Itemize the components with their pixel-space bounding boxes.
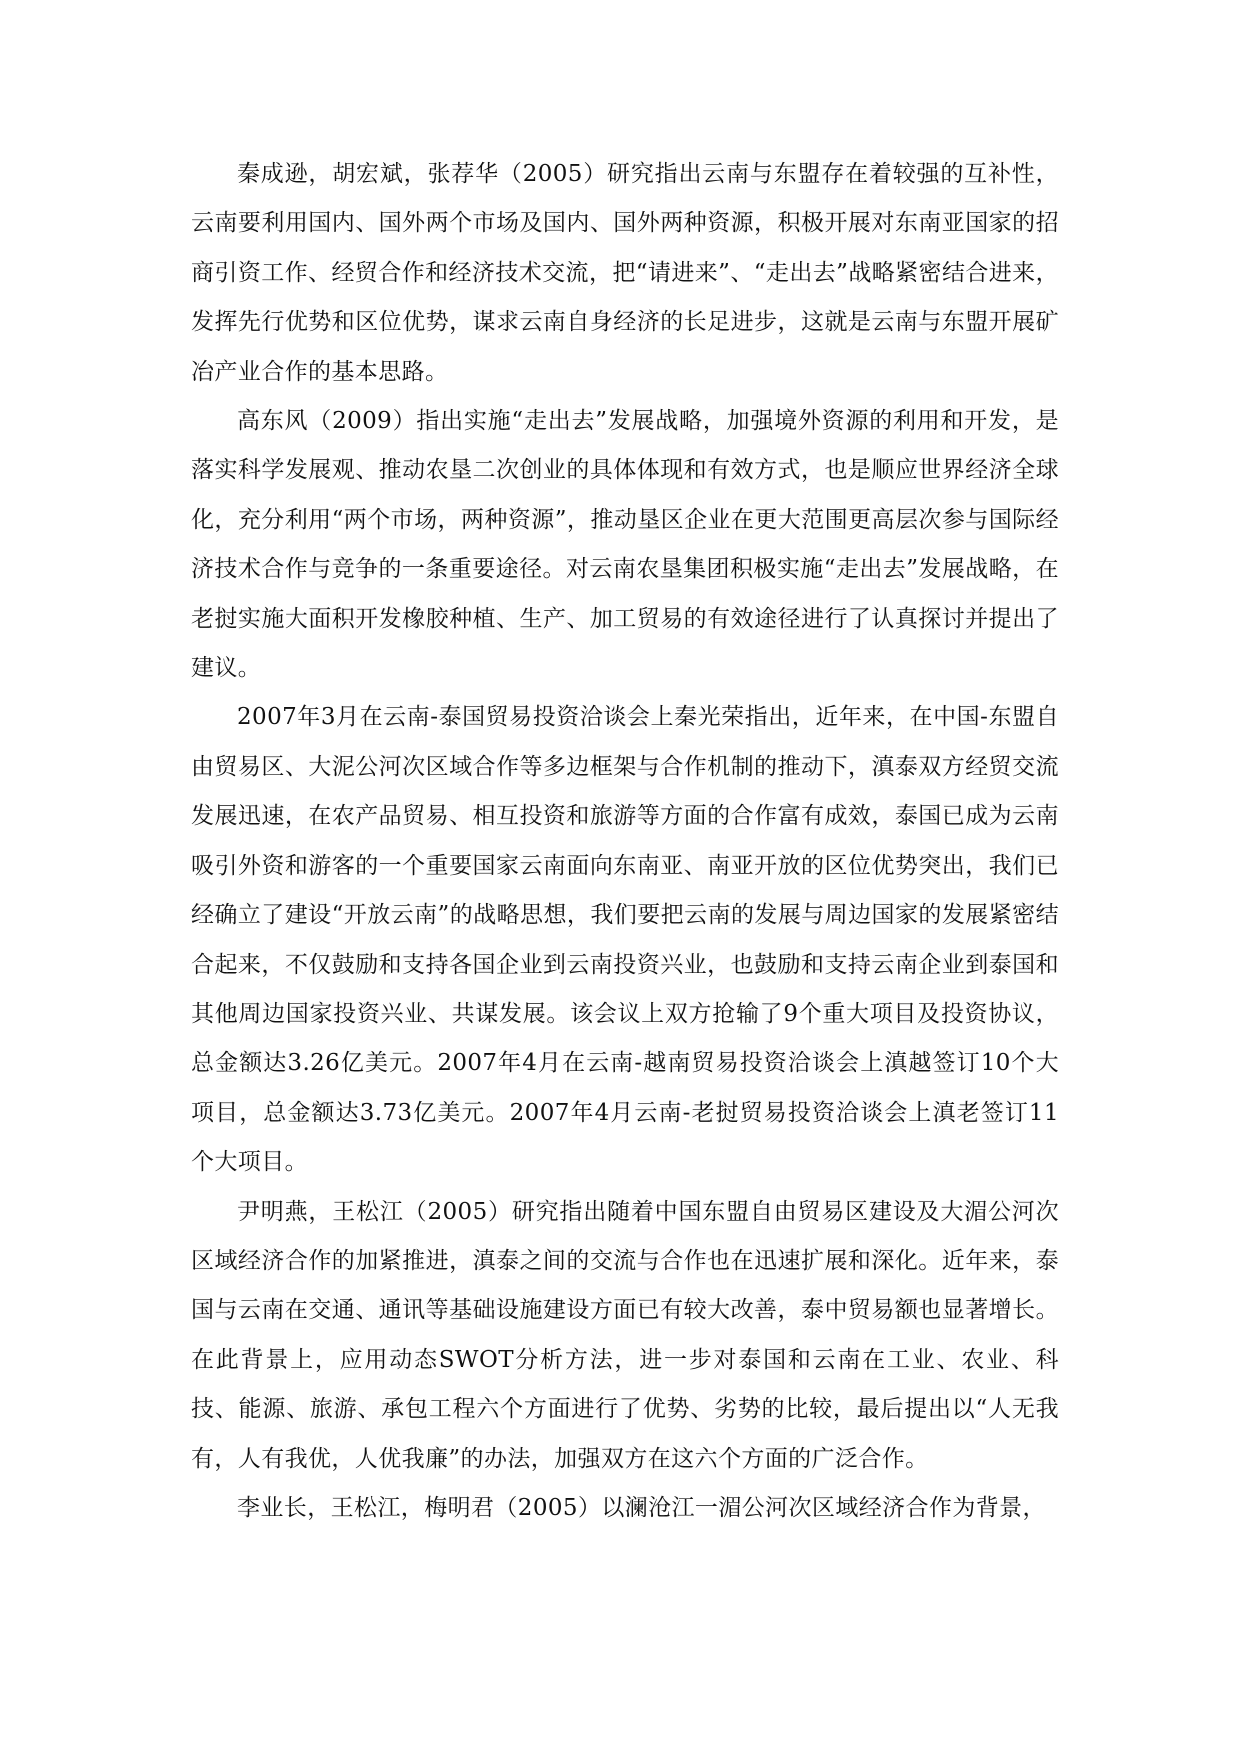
document-body [191,150,1059,1533]
paragraph-yin-mingyan: 尹明燕，王松江（2005）研究指出随着中国东盟自由贸易区建设及大湄公河次区域经济合作的加紧推进，滇泰之间的交流与合作也在迅速扩展和深化。近年来，泰国与云南在交通、通讯等基础设施建设方面已有较大改善，泰中贸易额也显著增长。在此背景上，应用动态SWOT分析方法，进一步对泰国和云南在工业、农业、科技、能源、旅游、承包工程六个方面进行了优势、劣势的比较，最后提出以“人无我有，人有我优，人优我廉”的办法，加强双方在这六个方面的广泛合作。 [191,1198,1059,1472]
paragraph-trade-fair-2007: 2007年3月在云南-泰国贸易投资洽谈会上秦光荣指出，近年来，在中国-东盟自由贸易区、大泥公河次区域合作等多边框架与合作机制的推动下，滇泰双方经贸交流发展迅速，在农产品贸易、相互投资和旅游等方面的合作富有成效，泰国已成为云南吸引外资和游客的一个重要国家云南面向东南亚、南亚开放的区位优势突出，我们已经确立了建设“开放云南”的战略思想，我们要把云南的发展与周边国家的发展紧密结合起来，不仅鼓励和支持各国企业到云南投资兴业，也鼓励和支持云南企业到泰国和其他周边国家投资兴业、共谋发展。该会议上双方抢输了9个重大项目及投资协议，总金额达3.26亿美元。2007年4月在云南-越南贸易投资洽谈会上滇越签订10个大项目，总金额达3.73亿美元。2007年4月云南-老挝贸易投资洽谈会上滇老签订11个大项目。 [191,704,1059,1176]
paragraph-gao-dongfeng: 高东风（2009）指出实施“走出去”发展战略，加强境外资源的利用和开发，是落实科学发展观、推动农垦二次创业的具体体现和有效方式，也是顺应世界经济全球化，充分利用“两个市场，两种资源”，推动垦区企业在更大范围更高层次参与国际经济技术合作与竞争的一条重要途径。对云南农垦集团积极实施“走出去”发展战略，在老挝实施大面积开发橡胶种植、生产、加工贸易的有效途径进行了认真探讨并提出了建议。 [191,408,1059,682]
paragraph-qin-chengxun: 秦成逊，胡宏斌，张荐华（2005）研究指出云南与东盟存在着较强的互补性，云南要利用国内、国外两个市场及国内、国外两种资源，积极开展对东南亚国家的招商引资工作、经贸合作和经济技术交流，把“请进来”、“走出去”战略紧密结合进来，发挥先行优势和区位优势，谋求云南自身经济的长足进步，这就是云南与东盟开展矿冶产业合作的基本思路。 [191,161,1059,385]
paragraph-li-yezhang: 李业长，王松江，梅明君（2005）以澜沧江一湄公河次区域经济合作为背景， [237,1494,1046,1521]
